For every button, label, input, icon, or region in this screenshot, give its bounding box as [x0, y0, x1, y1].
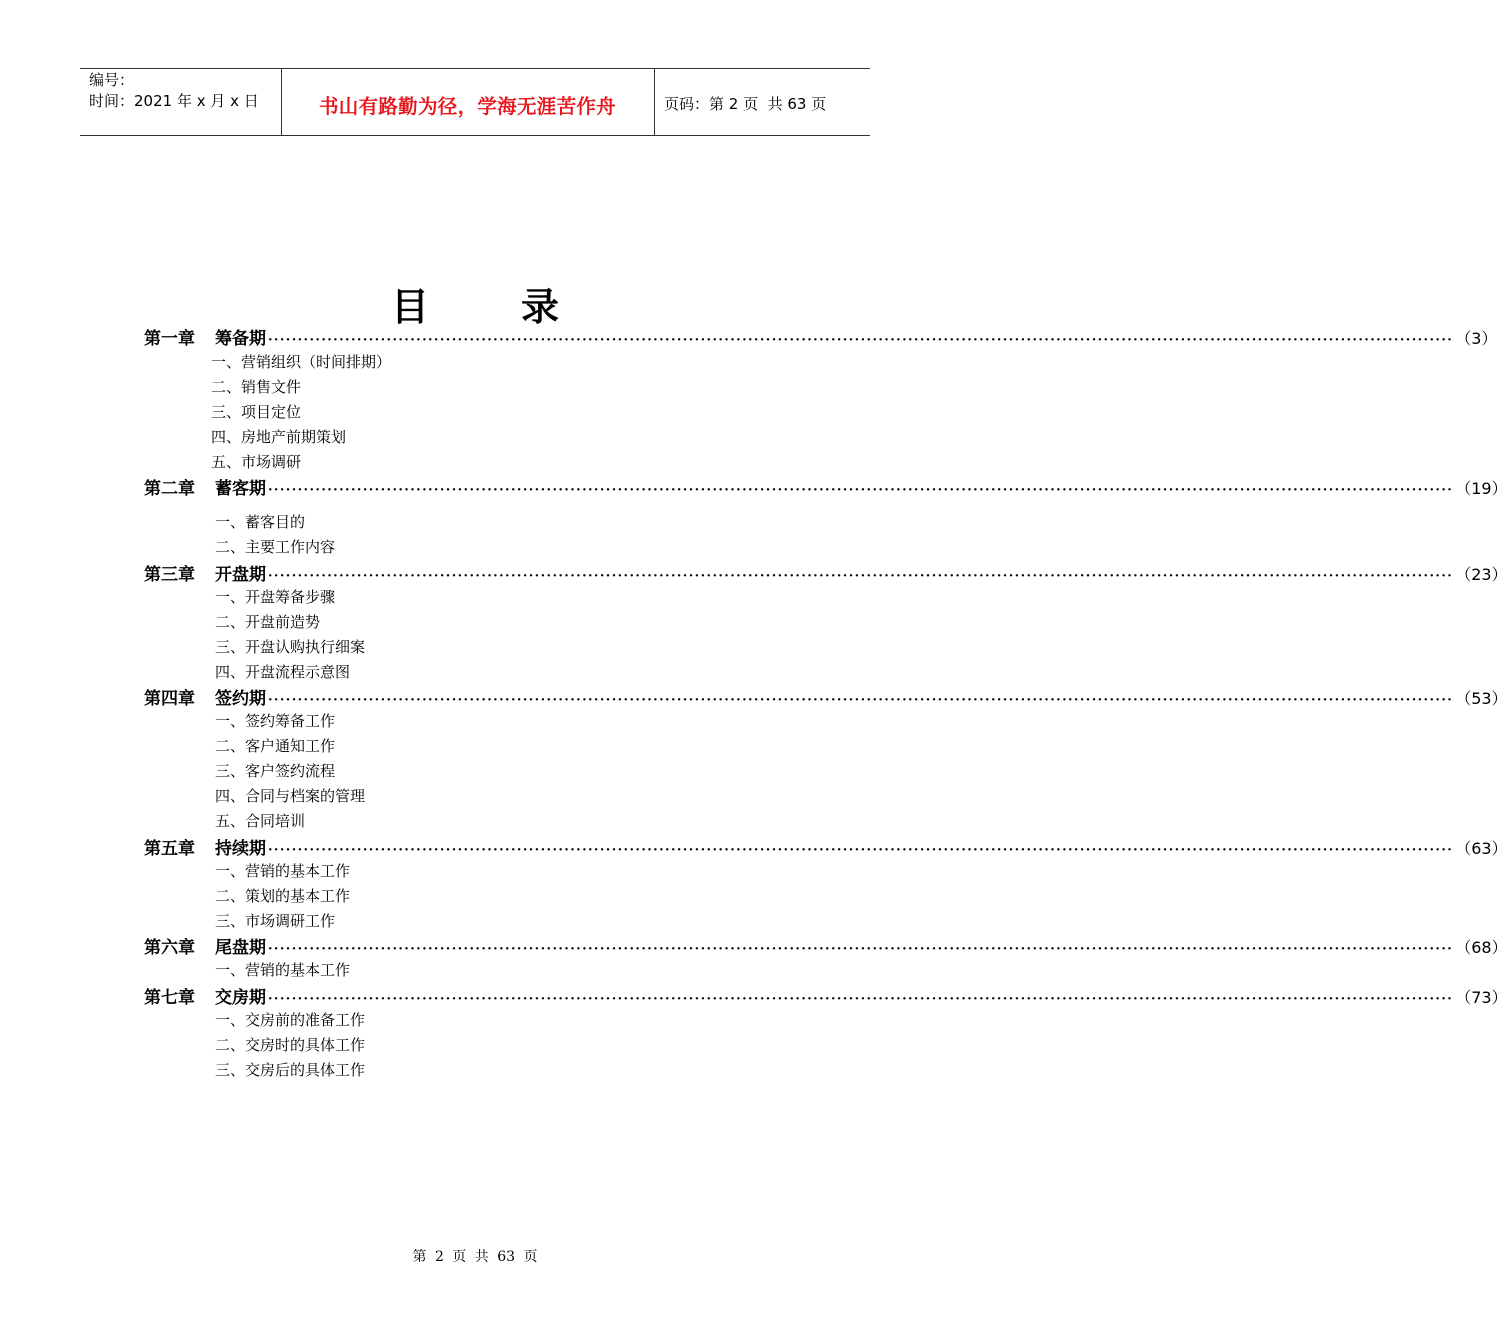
toc-item[interactable]: 一、营销的基本工作 [215, 862, 351, 880]
toc-item[interactable]: 二、交房时的具体工作 [215, 1036, 366, 1054]
toc-title-char-1: 目 [390, 285, 429, 329]
header-time-label: 时间：2021 年 x 月 x 日 [89, 92, 259, 110]
leader-dots: ········································································································································································································ [268, 483, 1454, 498]
toc-item[interactable]: 二、销售文件 [211, 378, 302, 396]
chapter-page: （68） [1455, 938, 1508, 957]
toc-chapter[interactable] [144, 324, 1498, 349]
chapter-number: 第五章 [144, 839, 195, 859]
toc-item[interactable]: 四、房地产前期策划 [211, 428, 347, 446]
toc-item[interactable]: 二、开盘前造势 [215, 613, 321, 631]
toc-item[interactable]: 一、营销组织（时间排期） [211, 353, 392, 371]
toc-item[interactable]: 三、市场调研工作 [215, 912, 336, 930]
chapter-page: （73） [1455, 988, 1508, 1007]
toc-chapter[interactable] [144, 684, 1508, 709]
toc-item[interactable]: 二、客户通知工作 [215, 737, 336, 755]
chapter-name: 交房期 [215, 988, 266, 1008]
toc-item[interactable]: 三、客户签约流程 [215, 762, 336, 780]
leader-dots: ········································································································································································································ [268, 992, 1454, 1007]
toc-item[interactable]: 二、策划的基本工作 [215, 887, 351, 905]
toc-item[interactable]: 二、主要工作内容 [215, 538, 336, 556]
header-meta [89, 70, 259, 112]
toc-chapter[interactable] [144, 560, 1508, 585]
chapter-page: （53） [1455, 689, 1508, 708]
toc-title-char-2: 录 [521, 285, 560, 329]
chapter-number: 第一章 [144, 329, 195, 349]
leader-dots: ········································································································································································································ [268, 843, 1454, 858]
chapter-number: 第四章 [144, 689, 195, 709]
header-page-info: 页码：第 2 页 共 63 页 [664, 95, 827, 113]
toc-chapter[interactable] [144, 983, 1508, 1008]
chapter-name: 持续期 [215, 839, 266, 859]
chapter-number: 第七章 [144, 988, 195, 1008]
chapter-page: （19） [1455, 479, 1508, 498]
chapter-page: （23） [1455, 565, 1508, 584]
toc-chapter[interactable] [144, 834, 1508, 859]
chapter-page: （3） [1455, 329, 1498, 348]
toc-chapter[interactable] [144, 474, 1508, 499]
page-footer: 第 2 页 共 63 页 [412, 1249, 538, 1265]
toc-item[interactable]: 一、交房前的准备工作 [215, 1011, 366, 1029]
chapter-name: 筹备期 [215, 329, 266, 349]
toc-item[interactable]: 四、开盘流程示意图 [215, 663, 351, 681]
chapter-page: （63） [1455, 839, 1508, 858]
chapter-number: 第三章 [144, 565, 195, 585]
header-top-rule [80, 68, 870, 69]
toc-title [0, 276, 950, 331]
chapter-name: 开盘期 [215, 565, 266, 585]
chapter-name: 签约期 [215, 689, 266, 709]
toc-item[interactable]: 一、签约筹备工作 [215, 712, 336, 730]
leader-dots: ········································································································································································································ [268, 569, 1454, 584]
header-number-label: 编号： [89, 71, 135, 89]
header-divider-2 [654, 68, 655, 135]
chapter-number: 第二章 [144, 479, 195, 499]
toc-item[interactable]: 四、合同与档案的管理 [215, 787, 366, 805]
header-motto: 书山有路勤为径，学海无涯苦作舟 [318, 95, 616, 118]
toc-chapter[interactable] [144, 933, 1508, 958]
leader-dots: ········································································································································································································ [268, 942, 1454, 957]
leader-dots: ········································································································································································································ [268, 333, 1454, 348]
toc-item[interactable]: 五、市场调研 [211, 453, 302, 471]
toc-item[interactable]: 一、蓄客目的 [215, 513, 306, 531]
toc-item[interactable]: 三、项目定位 [211, 403, 302, 421]
toc-item[interactable]: 五、合同培训 [215, 812, 306, 830]
chapter-name: 蓄客期 [215, 479, 266, 499]
chapter-number: 第六章 [144, 938, 195, 958]
toc-item[interactable]: 一、营销的基本工作 [215, 961, 351, 979]
toc-item[interactable]: 三、开盘认购执行细案 [215, 638, 366, 656]
header-bottom-rule [80, 135, 870, 136]
chapter-name: 尾盘期 [215, 938, 266, 958]
toc-item[interactable]: 一、开盘筹备步骤 [215, 588, 336, 606]
leader-dots: ········································································································································································································ [268, 693, 1454, 708]
toc-item[interactable]: 三、交房后的具体工作 [215, 1061, 366, 1079]
